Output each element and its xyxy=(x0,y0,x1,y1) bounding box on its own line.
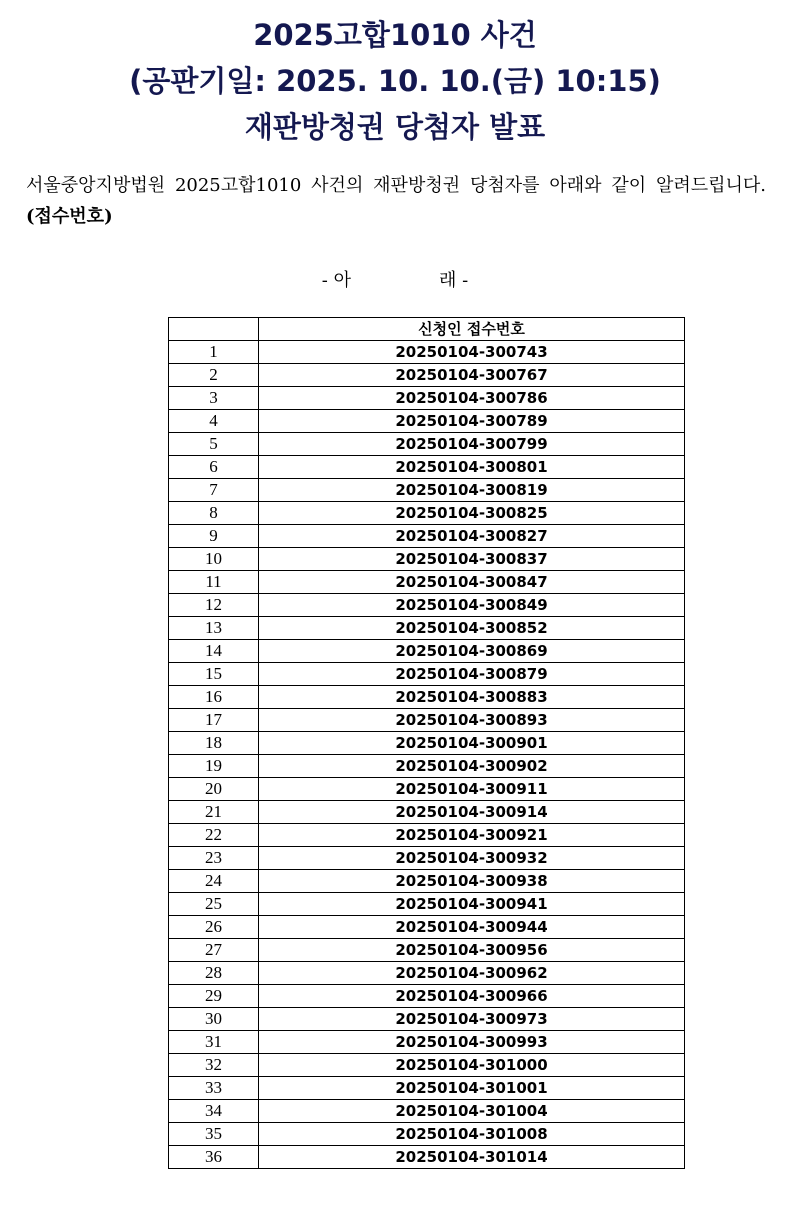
receipt-number: 20250104-300767 xyxy=(259,364,685,387)
receipt-number: 20250104-300911 xyxy=(259,778,685,801)
row-number: 24 xyxy=(169,870,259,893)
row-number: 36 xyxy=(169,1146,259,1169)
row-number: 1 xyxy=(169,341,259,364)
receipt-number: 20250104-300825 xyxy=(259,502,685,525)
table-row xyxy=(169,479,685,502)
header-number xyxy=(169,318,259,341)
table-row xyxy=(169,433,685,456)
table-row xyxy=(169,571,685,594)
receipt-number: 20250104-300902 xyxy=(259,755,685,778)
row-number: 20 xyxy=(169,778,259,801)
receipt-number: 20250104-300932 xyxy=(259,847,685,870)
winners-table xyxy=(168,317,685,1169)
document-title xyxy=(0,12,790,150)
divider-left: - 아 xyxy=(321,270,351,291)
table-row xyxy=(169,824,685,847)
row-number: 32 xyxy=(169,1054,259,1077)
receipt-number: 20250104-300852 xyxy=(259,617,685,640)
receipt-number: 20250104-300743 xyxy=(259,341,685,364)
row-number: 34 xyxy=(169,1100,259,1123)
table-row xyxy=(169,364,685,387)
receipt-number: 20250104-301008 xyxy=(259,1123,685,1146)
table-header-row xyxy=(169,318,685,341)
row-number: 30 xyxy=(169,1008,259,1031)
receipt-number: 20250104-300956 xyxy=(259,939,685,962)
table-row xyxy=(169,732,685,755)
intro-note: (접수번호) xyxy=(26,206,113,227)
receipt-number: 20250104-300941 xyxy=(259,893,685,916)
row-number: 31 xyxy=(169,1031,259,1054)
row-number: 13 xyxy=(169,617,259,640)
receipt-number: 20250104-300973 xyxy=(259,1008,685,1031)
row-number: 6 xyxy=(169,456,259,479)
table-row xyxy=(169,341,685,364)
receipt-number: 20250104-300944 xyxy=(259,916,685,939)
receipt-number: 20250104-300827 xyxy=(259,525,685,548)
row-number: 7 xyxy=(169,479,259,502)
row-number: 4 xyxy=(169,410,259,433)
table-body xyxy=(169,341,685,1169)
table-row xyxy=(169,985,685,1008)
table-row xyxy=(169,617,685,640)
hearing-date: (공판기일: 2025. 10. 10.(금) 10:15) xyxy=(129,64,661,98)
case-title: 2025고합1010 사건 xyxy=(253,18,537,52)
table-row xyxy=(169,640,685,663)
receipt-number: 20250104-300819 xyxy=(259,479,685,502)
receipt-number: 20250104-300849 xyxy=(259,594,685,617)
table-row xyxy=(169,663,685,686)
row-number: 26 xyxy=(169,916,259,939)
receipt-number: 20250104-300879 xyxy=(259,663,685,686)
row-number: 35 xyxy=(169,1123,259,1146)
receipt-number: 20250104-301000 xyxy=(259,1054,685,1077)
table-row xyxy=(169,594,685,617)
row-number: 28 xyxy=(169,962,259,985)
receipt-number: 20250104-300869 xyxy=(259,640,685,663)
table-row xyxy=(169,1008,685,1031)
row-number: 25 xyxy=(169,893,259,916)
table-row xyxy=(169,778,685,801)
row-number: 15 xyxy=(169,663,259,686)
row-number: 5 xyxy=(169,433,259,456)
row-number: 17 xyxy=(169,709,259,732)
announcement-title: 재판방청권 당첨자 발표 xyxy=(244,110,546,144)
section-divider xyxy=(0,266,790,296)
header-receipt-number: 신청인 접수번호 xyxy=(259,318,685,341)
table-row xyxy=(169,1123,685,1146)
table-row xyxy=(169,801,685,824)
table-row xyxy=(169,686,685,709)
row-number: 3 xyxy=(169,387,259,410)
row-number: 11 xyxy=(169,571,259,594)
row-number: 18 xyxy=(169,732,259,755)
row-number: 2 xyxy=(169,364,259,387)
receipt-number: 20250104-300914 xyxy=(259,801,685,824)
intro-paragraph xyxy=(26,170,766,232)
divider-right: 래 - xyxy=(439,270,469,291)
table-row xyxy=(169,870,685,893)
table-row xyxy=(169,525,685,548)
receipt-number: 20250104-300789 xyxy=(259,410,685,433)
receipt-number: 20250104-300883 xyxy=(259,686,685,709)
receipt-number: 20250104-300786 xyxy=(259,387,685,410)
row-number: 27 xyxy=(169,939,259,962)
table-row xyxy=(169,709,685,732)
receipt-number: 20250104-300847 xyxy=(259,571,685,594)
receipt-number: 20250104-301001 xyxy=(259,1077,685,1100)
table-row xyxy=(169,1077,685,1100)
table-row xyxy=(169,939,685,962)
receipt-number: 20250104-301014 xyxy=(259,1146,685,1169)
receipt-number: 20250104-300966 xyxy=(259,985,685,1008)
table-row xyxy=(169,1146,685,1169)
row-number: 12 xyxy=(169,594,259,617)
intro-text: 서울중앙지방법원 2025고합1010 사건의 재판방청권 당첨자를 아래와 같이 알려드립니다. xyxy=(26,175,766,196)
receipt-number: 20250104-300993 xyxy=(259,1031,685,1054)
receipt-number: 20250104-300901 xyxy=(259,732,685,755)
table-row xyxy=(169,916,685,939)
row-number: 8 xyxy=(169,502,259,525)
receipt-number: 20250104-300962 xyxy=(259,962,685,985)
row-number: 22 xyxy=(169,824,259,847)
row-number: 10 xyxy=(169,548,259,571)
table-row xyxy=(169,410,685,433)
row-number: 29 xyxy=(169,985,259,1008)
table-row xyxy=(169,893,685,916)
table-row xyxy=(169,456,685,479)
receipt-number: 20250104-300799 xyxy=(259,433,685,456)
table-row xyxy=(169,1031,685,1054)
row-number: 23 xyxy=(169,847,259,870)
row-number: 19 xyxy=(169,755,259,778)
table-row xyxy=(169,847,685,870)
receipt-number: 20250104-300801 xyxy=(259,456,685,479)
receipt-number: 20250104-300893 xyxy=(259,709,685,732)
table-row xyxy=(169,1054,685,1077)
receipt-number: 20250104-300938 xyxy=(259,870,685,893)
receipt-number: 20250104-301004 xyxy=(259,1100,685,1123)
row-number: 21 xyxy=(169,801,259,824)
table-row xyxy=(169,962,685,985)
table-row xyxy=(169,755,685,778)
table-row xyxy=(169,387,685,410)
receipt-number: 20250104-300921 xyxy=(259,824,685,847)
row-number: 14 xyxy=(169,640,259,663)
table-row xyxy=(169,548,685,571)
receipt-number: 20250104-300837 xyxy=(259,548,685,571)
table-row xyxy=(169,1100,685,1123)
row-number: 33 xyxy=(169,1077,259,1100)
table-row xyxy=(169,502,685,525)
row-number: 16 xyxy=(169,686,259,709)
row-number: 9 xyxy=(169,525,259,548)
